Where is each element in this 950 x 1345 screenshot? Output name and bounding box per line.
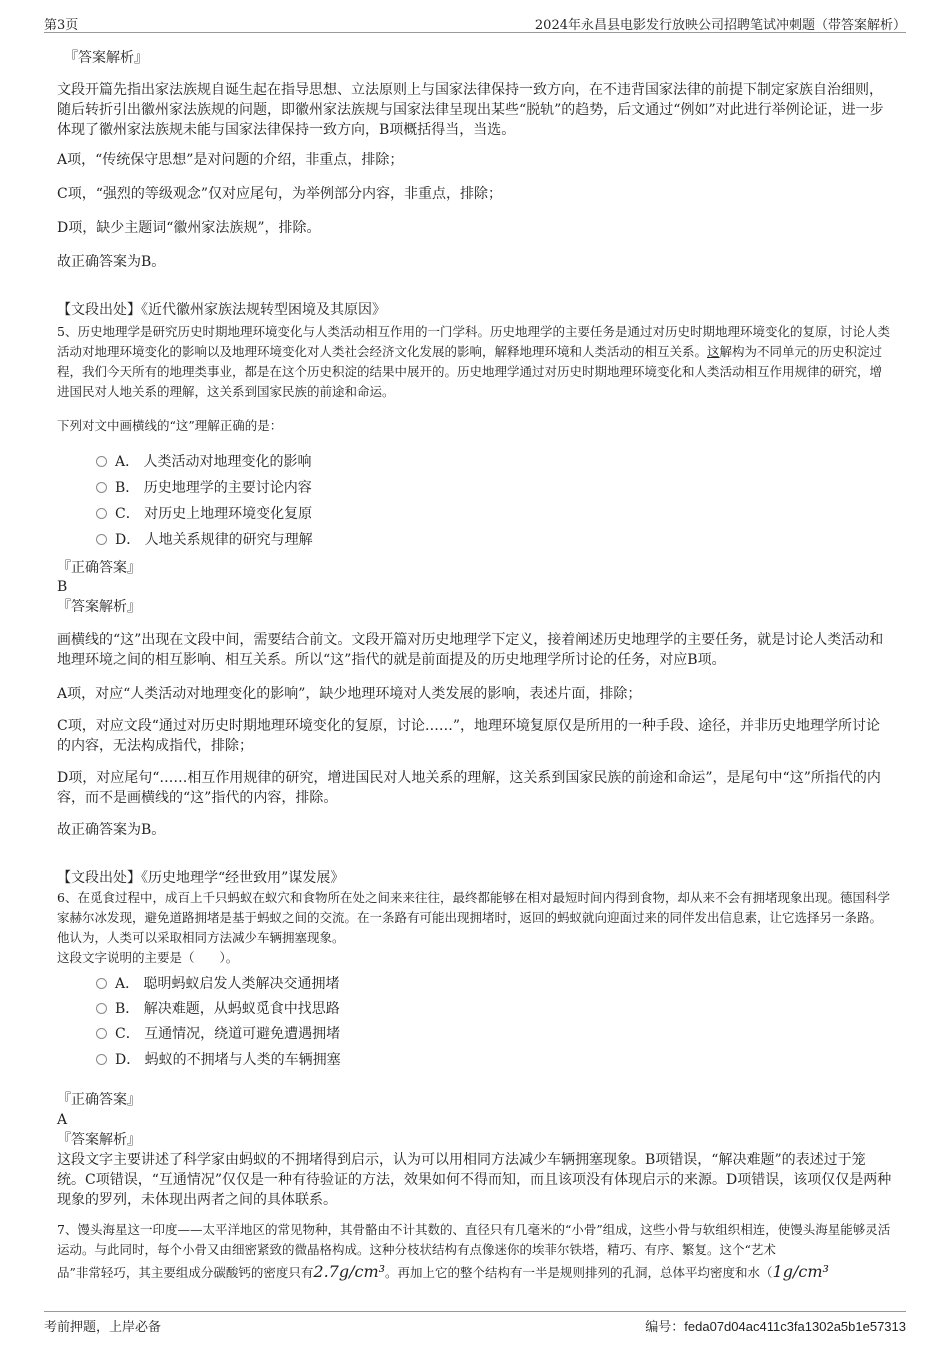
q5-analysis-d: D项，对应尾句“……相互作用规律的研究，增进国民对人地关系的理解，这关系到国家民族的前途和命运”，是尾句中“这”所指代的内容，而不是画横线的“这”指代的内容，排除。 <box>57 770 881 806</box>
q5-stem <box>57 322 893 402</box>
radio-icon[interactable] <box>96 534 107 545</box>
q5-option-c[interactable]: C． 对历史上地理环境变化复原 <box>96 504 312 524</box>
q6-answer: A <box>57 1112 68 1128</box>
q5-answer-label: 『正确答案』 <box>57 560 141 576</box>
q5-option-b[interactable]: B． 历史地理学的主要讨论内容 <box>96 478 312 498</box>
page-footer <box>44 1311 906 1334</box>
footer-slogan: 考前押题，上岸必备 <box>44 1320 162 1335</box>
density-value-1: 2.7g/cm³ <box>313 1262 386 1281</box>
document-id: 编号：feda07d04ac411c3fa1302a5b1e57313 <box>645 1319 906 1334</box>
radio-icon[interactable] <box>96 482 107 493</box>
q6-analysis-label: 『答案解析』 <box>57 1132 141 1148</box>
radio-icon[interactable] <box>96 508 107 519</box>
radio-icon[interactable] <box>96 1028 107 1039</box>
q6-answer-label: 『正确答案』 <box>57 1092 141 1108</box>
q6-option-a[interactable]: A． 聪明蚂蚁启发人类解决交通拥堵 <box>96 974 340 994</box>
q4-source: 【文段出处】《近代徽州家族法规转型困境及其原因》 <box>57 302 386 318</box>
q4-analysis-d: D项，缺少主题词“徽州家法族规”，排除。 <box>57 220 321 236</box>
q5-analysis-a: A项，对应“人类活动对地理变化的影响”，缺少地理环境对人类发展的影响，表述片面，排除； <box>57 686 642 702</box>
radio-icon[interactable] <box>96 978 107 989</box>
radio-icon[interactable] <box>96 456 107 467</box>
q4-analysis-c: C项，“强烈的等级观念”仅对应尾句，为举例部分内容，非重点，排除； <box>57 186 503 202</box>
q7-stem-p2 <box>57 1262 893 1283</box>
q4-analysis-p1: 文段开篇先指出家法族规自诞生起在指导思想、立法原则上与国家法律保持一致方向，在不违背国家法律的前提下制定家族自治细则，随后转折引出徽州家法族规的问题，即徽州家法族规与国家法律呈现出某些“脱轨”的趋势，后文通过“例如”对此进行举例论证，进一步体现了徽州家法族规未能与国家法律保持一致方向，B项概括得当，当选。 <box>57 82 884 138</box>
q5-option-a[interactable]: A． 人类活动对地理变化的影响 <box>96 452 312 472</box>
q5-stem-underlined: 这 <box>707 344 720 359</box>
document-title: 2024年永昌县电影发行放映公司招聘笔试冲刺题（带答案解析） <box>534 18 906 33</box>
q7-stem-after: 。再加上它的整个结构有一半是规则排列的孔洞，总体平均密度和水（ <box>385 1265 773 1280</box>
q6-analysis: 这段文字主要讲述了科学家由蚂蚁的不拥堵得到启示，认为可以用相同方法减少车辆拥塞现象。B项错误，“解决难题”的表述过于笼统。C项错误，“互通情况”仅仅是一种有待验证的方法，效果如何不得而知，而且该项没有体现启示的来源。D项错误，该项仅仅是两种现象的罗列，未体现出两者之间的具体联系。 <box>57 1152 892 1208</box>
q7-stem-before: 品”非常轻巧，其主要组成分碳酸钙的密度只有 <box>57 1265 314 1280</box>
page-header <box>44 12 906 33</box>
q5-analysis-p1: 画横线的“这”出现在文段中间，需要结合前文。文段开篇对历史地理学下定义，接着阐述历史地理学的主要任务，就是讨论人类活动和地理环境之间的相互影响、相互关系。所以“这”指代的就是前面提及的历史地理学所讨论的任务，对应B项。 <box>57 632 884 668</box>
q4-analysis-label: 『答案解析』 <box>64 50 148 66</box>
q6-stem: 6、在觅食过程中，成百上千只蚂蚁在蚁穴和食物所在处之间来来往往，最终都能够在相对最短时间内得到食物，却从来不会有拥堵现象出现。德国科学家赫尔冰发现，避免道路拥堵是基于蚂蚁之间的交流。在一条路有可能出现拥堵时，返回的蚂蚁就向迎面过来的同伴发出信息素，让它选择另一条路。他认为，人类可以采取相同方法减少车辆拥塞现象。 <box>57 890 890 945</box>
q5-analysis-label: 『答案解析』 <box>57 599 141 615</box>
q4-analysis-a: A项，“传统保守思想”是对问题的介绍，非重点，排除； <box>57 152 404 168</box>
q4-conclusion: 故正确答案为B。 <box>57 254 166 270</box>
page-number: 第3页 <box>44 18 79 33</box>
density-value-2: 1g/cm³ <box>772 1262 829 1281</box>
q5-conclusion: 故正确答案为B。 <box>57 822 166 838</box>
q6-option-b[interactable]: B． 解决难题，从蚂蚁觅食中找思路 <box>96 999 340 1019</box>
q6-question: 这段文字说明的主要是（ ）。 <box>57 950 239 965</box>
q5-answer: B <box>57 579 68 595</box>
q6-option-d[interactable]: D． 蚂蚁的不拥堵与人类的车辆拥塞 <box>96 1050 341 1070</box>
q5-stem-before: 5、历史地理学是研究历史时期地理环境变化与人类活动相互作用的一门学科。历史地理学的主要任务是通过对历史时期地理环境变化的复原，讨论人类活动对地理环境变化的影响以及地理环境变化对人类社会经济文化发展的影响，解释地理环境和人类活动的相互关系。 <box>57 324 890 359</box>
q5-question: 下列对文中画横线的“这”理解正确的是： <box>57 418 283 433</box>
q5-stem-after: 解构为不同单元的历史积淀过程，我们今天所有的地理类事业，都是在这个历史积淀的结果中展开的。历史地理学通过对历史时期地理环境变化和人类活动相互作用规律的研究，增进国民对人地关系的理解，这关系到国家民族的前途和命运。 <box>57 344 883 399</box>
q6-option-c[interactable]: C． 互通情况，绕道可避免遭遇拥堵 <box>96 1024 340 1044</box>
radio-icon[interactable] <box>96 1003 107 1014</box>
q5-source: 【文段出处】《历史地理学“经世致用”谋发展》 <box>57 870 345 886</box>
q5-option-d[interactable]: D． 人地关系规律的研究与理解 <box>96 530 313 550</box>
q5-analysis-c: C项，对应文段“通过对历史时期地理环境变化的复原，讨论……”，地理环境复原仅是所用的一种手段、途径，并非历史地理学所讨论的内容，无法构成指代，排除； <box>57 718 881 754</box>
radio-icon[interactable] <box>96 1054 107 1065</box>
q7-stem-p1: 7、馒头海星这一印度——太平洋地区的常见物种，其骨骼由不计其数的、直径只有几毫米的“小骨”组成，这些小骨与软组织相连，使馒头海星能够灵活运动。与此同时，每个小骨又由细密紧致的微晶格构成。这种分枝状结构有点像迷你的埃菲尔铁塔，精巧、有序、繁复。这个“艺术 <box>57 1222 891 1257</box>
